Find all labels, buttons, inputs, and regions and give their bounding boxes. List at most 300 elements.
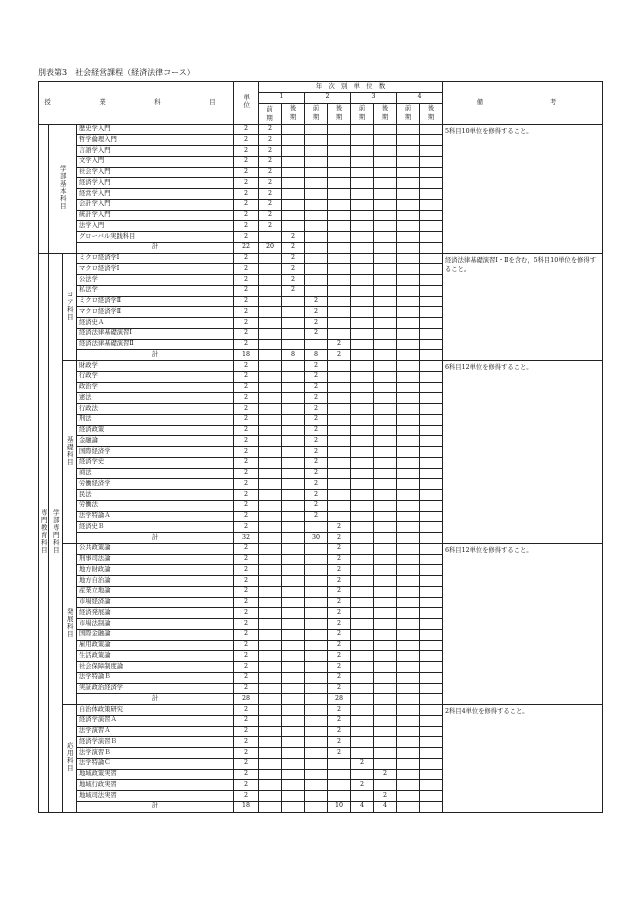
unit-cell: 2 xyxy=(234,447,259,458)
term-units-cell xyxy=(328,393,351,404)
term-units-cell xyxy=(259,554,282,565)
term-units-cell xyxy=(420,737,443,748)
term-units-cell xyxy=(282,307,305,318)
term-units-cell xyxy=(420,253,443,264)
term-units-cell xyxy=(328,404,351,415)
term-units-cell xyxy=(305,210,328,221)
subject-name: 経済学演習Ａ xyxy=(77,715,234,726)
term-units-cell: 2 xyxy=(259,156,282,167)
term-units-cell xyxy=(351,468,374,479)
subject-name: 金融論 xyxy=(77,436,234,447)
term-units-cell: 2 xyxy=(282,264,305,275)
subject-name: 地方財政論 xyxy=(77,565,234,576)
term-units-cell xyxy=(397,791,420,802)
term-units-cell xyxy=(282,146,305,157)
subject-name: 憲法 xyxy=(77,393,234,404)
subtotal-units: 18 xyxy=(234,350,259,361)
unit-cell: 2 xyxy=(234,167,259,178)
subtotal-term-units xyxy=(397,801,420,812)
term-units-cell: 2 xyxy=(328,586,351,597)
term-units-cell xyxy=(282,543,305,554)
term-header: 前期 xyxy=(397,103,420,124)
group-label-kiso-text: 基礎科目 xyxy=(65,435,74,466)
term-units-cell xyxy=(397,457,420,468)
group-label-kiso xyxy=(63,361,77,544)
unit-cell: 2 xyxy=(234,748,259,759)
subject-name: 生活政策論 xyxy=(77,651,234,662)
term-units-cell xyxy=(397,414,420,425)
subtotal-term-units xyxy=(351,533,374,544)
term-units-cell xyxy=(305,554,328,565)
term-units-cell xyxy=(259,296,282,307)
subject-name: グローバル実践科目 xyxy=(77,232,234,243)
term-units-cell xyxy=(397,253,420,264)
term-units-cell xyxy=(282,178,305,189)
term-units-cell xyxy=(351,748,374,759)
unit-cell: 2 xyxy=(234,726,259,737)
term-units-cell xyxy=(351,651,374,662)
unit-cell: 2 xyxy=(234,543,259,554)
unit-cell: 2 xyxy=(234,715,259,726)
subject-name: ミクロ経済学Ⅰ xyxy=(77,253,234,264)
term-units-cell xyxy=(397,146,420,157)
term-units-cell xyxy=(259,318,282,329)
subject-name: 公共政策論 xyxy=(77,543,234,554)
term-units-cell xyxy=(351,296,374,307)
term-units-cell xyxy=(282,726,305,737)
term-units-cell xyxy=(420,339,443,350)
term-units-cell xyxy=(305,662,328,673)
term-units-cell xyxy=(420,608,443,619)
term-units-cell xyxy=(305,758,328,769)
term-units-cell xyxy=(259,511,282,522)
term-units-cell xyxy=(420,565,443,576)
term-units-cell xyxy=(328,146,351,157)
term-units-cell xyxy=(420,275,443,286)
term-units-cell xyxy=(374,457,397,468)
subject-name: 法学演習Ｂ xyxy=(77,748,234,759)
term-units-cell xyxy=(282,199,305,210)
term-units-cell xyxy=(351,156,374,167)
subtotal-term-units: 30 xyxy=(305,533,328,544)
term-units-cell xyxy=(397,490,420,501)
subtotal-term-units xyxy=(259,801,282,812)
subject-name: 経済史Ａ xyxy=(77,318,234,329)
term-units-cell xyxy=(351,382,374,393)
term-units-cell xyxy=(259,791,282,802)
term-units-cell xyxy=(420,210,443,221)
term-units-cell: 2 xyxy=(305,371,328,382)
subtotal-term-units xyxy=(420,350,443,361)
subtotal-term-units xyxy=(397,694,420,705)
term-units-cell xyxy=(420,705,443,716)
term-units-cell xyxy=(259,490,282,501)
term-units-cell xyxy=(305,619,328,630)
term-units-cell xyxy=(420,500,443,511)
subject-name: 行政学 xyxy=(77,371,234,382)
term-units-cell xyxy=(420,436,443,447)
term-units-cell xyxy=(282,189,305,200)
term-units-cell xyxy=(397,124,420,135)
term-units-cell: 2 xyxy=(282,275,305,286)
term-units-cell xyxy=(420,672,443,683)
term-units-cell xyxy=(397,425,420,436)
group-label-ouyou-text: 応用科目 xyxy=(65,742,74,773)
term-units-cell: 2 xyxy=(259,178,282,189)
term-units-cell xyxy=(374,619,397,630)
term-units-cell: 2 xyxy=(328,640,351,651)
term-units-cell xyxy=(328,221,351,232)
unit-cell: 2 xyxy=(234,221,259,232)
unit-cell: 2 xyxy=(234,156,259,167)
term-units-cell xyxy=(420,264,443,275)
term-units-cell xyxy=(374,264,397,275)
term-units-cell: 2 xyxy=(259,189,282,200)
term-units-cell xyxy=(374,511,397,522)
term-units-cell xyxy=(305,167,328,178)
term-units-cell: 2 xyxy=(282,253,305,264)
subject-name: 経済発展論 xyxy=(77,608,234,619)
term-units-cell xyxy=(351,629,374,640)
subject-name: 哲学倫理入門 xyxy=(77,135,234,146)
subject-name: 法学入門 xyxy=(77,221,234,232)
term-units-cell: 2 xyxy=(282,285,305,296)
term-units-cell xyxy=(259,619,282,630)
term-units-cell xyxy=(420,479,443,490)
term-units-cell xyxy=(351,189,374,200)
term-units-cell xyxy=(420,296,443,307)
term-units-cell xyxy=(328,328,351,339)
term-units-cell xyxy=(328,285,351,296)
group-label-ouyou xyxy=(63,705,77,813)
term-units-cell xyxy=(397,232,420,243)
term-units-cell: 2 xyxy=(328,339,351,350)
term-units-cell: 2 xyxy=(351,758,374,769)
unit-cell: 2 xyxy=(234,339,259,350)
term-units-cell xyxy=(374,393,397,404)
term-units-cell xyxy=(420,393,443,404)
subject-name: 実証政治経済学 xyxy=(77,683,234,694)
subject-header: 授 業 科 目 xyxy=(39,82,234,125)
subtotal-term-units xyxy=(420,801,443,812)
table-row xyxy=(39,705,603,716)
subject-name: 地域政策実習 xyxy=(77,769,234,780)
group-label-hatten xyxy=(63,543,77,704)
term-units-cell xyxy=(397,511,420,522)
unit-cell: 2 xyxy=(234,404,259,415)
subject-name: 経済学史 xyxy=(77,457,234,468)
term-units-cell xyxy=(351,447,374,458)
term-units-cell xyxy=(420,425,443,436)
term-units-cell xyxy=(328,479,351,490)
term-units-cell xyxy=(328,361,351,372)
term-units-cell xyxy=(374,565,397,576)
subject-name: 地域行政実習 xyxy=(77,780,234,791)
term-units-cell xyxy=(305,791,328,802)
term-units-cell xyxy=(282,565,305,576)
term-units-cell xyxy=(374,425,397,436)
subject-name: 財政学 xyxy=(77,361,234,372)
term-header: 後期 xyxy=(282,103,305,124)
unit-cell: 2 xyxy=(234,619,259,630)
year-1-header: 1 xyxy=(259,92,305,103)
unit-cell: 2 xyxy=(234,436,259,447)
term-units-cell xyxy=(374,543,397,554)
unit-cell: 2 xyxy=(234,275,259,286)
term-units-cell xyxy=(259,447,282,458)
term-units-cell xyxy=(282,586,305,597)
term-units-cell xyxy=(282,758,305,769)
term-units-cell xyxy=(351,307,374,318)
term-units-cell xyxy=(351,285,374,296)
term-units-cell xyxy=(420,748,443,759)
term-units-cell xyxy=(351,404,374,415)
term-units-cell xyxy=(282,737,305,748)
term-units-cell xyxy=(282,339,305,350)
subtotal-term-units: 8 xyxy=(305,350,328,361)
term-units-cell xyxy=(374,758,397,769)
term-units-cell xyxy=(282,328,305,339)
group-label-senmon-text: 専門教育科目 xyxy=(39,508,48,554)
subject-name: 商法 xyxy=(77,468,234,479)
term-units-cell xyxy=(397,619,420,630)
term-units-cell xyxy=(259,264,282,275)
term-units-cell xyxy=(351,490,374,501)
unit-cell: 2 xyxy=(234,629,259,640)
subtotal-term-units: 2 xyxy=(328,350,351,361)
term-units-cell xyxy=(397,382,420,393)
term-units-cell xyxy=(374,382,397,393)
subject-name: 歴史学入門 xyxy=(77,124,234,135)
subject-name: 国際経済学 xyxy=(77,447,234,458)
term-units-cell xyxy=(351,705,374,716)
unit-cell: 2 xyxy=(234,500,259,511)
subtotal-term-units: 4 xyxy=(351,801,374,812)
subject-name: 法学特論Ｂ xyxy=(77,672,234,683)
term-units-cell xyxy=(305,189,328,200)
term-units-cell xyxy=(420,124,443,135)
unit-cell: 2 xyxy=(234,586,259,597)
term-units-cell xyxy=(351,791,374,802)
term-units-cell xyxy=(374,468,397,479)
subtotal-term-units xyxy=(282,801,305,812)
term-units-cell xyxy=(397,683,420,694)
unit-cell: 2 xyxy=(234,651,259,662)
group-label-gakubu-kiso-text: 学部基本科目 xyxy=(58,164,67,210)
term-units-cell xyxy=(328,275,351,286)
term-units-cell xyxy=(397,522,420,533)
term-units-cell xyxy=(259,608,282,619)
term-units-cell xyxy=(374,307,397,318)
year-4-header: 4 xyxy=(397,92,443,103)
subject-name: マクロ経済学Ⅱ xyxy=(77,307,234,318)
term-units-cell xyxy=(374,479,397,490)
term-units-cell xyxy=(397,758,420,769)
term-units-cell: 2 xyxy=(305,393,328,404)
term-units-cell xyxy=(328,253,351,264)
term-units-cell xyxy=(420,318,443,329)
term-units-cell xyxy=(282,672,305,683)
curriculum-table xyxy=(38,81,603,813)
term-units-cell xyxy=(328,124,351,135)
term-units-cell xyxy=(351,339,374,350)
term-units-cell xyxy=(397,500,420,511)
term-units-cell: 2 xyxy=(328,608,351,619)
blank-cell xyxy=(39,124,49,253)
term-units-cell xyxy=(397,576,420,587)
term-units-cell xyxy=(374,683,397,694)
term-units-cell xyxy=(282,651,305,662)
term-units-cell: 2 xyxy=(328,726,351,737)
term-units-cell xyxy=(305,726,328,737)
term-units-cell xyxy=(420,683,443,694)
term-units-cell xyxy=(305,629,328,640)
term-header: 後期 xyxy=(374,103,397,124)
term-units-cell xyxy=(305,221,328,232)
subject-name: 法学特論Ａ xyxy=(77,511,234,522)
term-units-cell xyxy=(259,715,282,726)
term-units-cell xyxy=(374,318,397,329)
subtotal-label: 計 xyxy=(77,694,234,705)
term-units-cell: 2 xyxy=(305,361,328,372)
term-units-cell xyxy=(351,726,374,737)
subtotal-term-units xyxy=(374,350,397,361)
term-units-cell xyxy=(397,769,420,780)
subject-name: 国際金融論 xyxy=(77,629,234,640)
term-units-cell xyxy=(305,285,328,296)
group-label-senmon xyxy=(39,253,49,812)
term-units-cell xyxy=(397,199,420,210)
year-3-header: 3 xyxy=(351,92,397,103)
term-units-cell: 2 xyxy=(351,780,374,791)
subject-name: 私法学 xyxy=(77,285,234,296)
subtotal-term-units xyxy=(305,242,328,253)
term-units-cell xyxy=(397,210,420,221)
unit-cell: 2 xyxy=(234,468,259,479)
term-units-cell xyxy=(420,554,443,565)
term-units-cell xyxy=(305,543,328,554)
term-units-cell xyxy=(351,135,374,146)
subject-name: マクロ経済学Ⅰ xyxy=(77,264,234,275)
term-units-cell xyxy=(351,554,374,565)
subtotal-term-units xyxy=(397,242,420,253)
subtotal-term-units: 2 xyxy=(328,533,351,544)
term-units-cell xyxy=(374,253,397,264)
term-units-cell xyxy=(351,361,374,372)
term-units-cell xyxy=(282,404,305,415)
subtotal-term-units: 8 xyxy=(282,350,305,361)
term-units-cell: 2 xyxy=(305,414,328,425)
term-units-cell xyxy=(397,404,420,415)
term-units-cell: 2 xyxy=(328,565,351,576)
term-units-cell xyxy=(397,156,420,167)
term-units-cell xyxy=(420,651,443,662)
term-units-cell xyxy=(259,361,282,372)
term-units-cell xyxy=(351,318,374,329)
unit-cell: 2 xyxy=(234,791,259,802)
term-units-cell xyxy=(351,619,374,630)
term-units-cell xyxy=(282,640,305,651)
term-units-cell: 2 xyxy=(328,662,351,673)
term-units-cell xyxy=(328,210,351,221)
term-units-cell xyxy=(374,447,397,458)
term-units-cell xyxy=(420,640,443,651)
term-units-cell xyxy=(374,199,397,210)
term-header: 後期 xyxy=(328,103,351,124)
term-units-cell xyxy=(259,253,282,264)
term-units-cell xyxy=(351,608,374,619)
term-units-cell xyxy=(328,758,351,769)
term-units-cell xyxy=(305,146,328,157)
term-units-cell xyxy=(420,629,443,640)
term-units-cell xyxy=(420,328,443,339)
subject-name: 産業立地論 xyxy=(77,586,234,597)
term-units-cell xyxy=(420,769,443,780)
term-units-cell xyxy=(351,199,374,210)
term-units-cell xyxy=(305,737,328,748)
term-units-cell xyxy=(420,576,443,587)
term-units-cell xyxy=(351,479,374,490)
term-units-cell xyxy=(397,737,420,748)
term-units-cell xyxy=(351,457,374,468)
term-units-cell xyxy=(420,457,443,468)
term-units-cell xyxy=(351,640,374,651)
subtotal-term-units xyxy=(351,350,374,361)
term-units-cell xyxy=(351,737,374,748)
term-units-cell xyxy=(374,328,397,339)
term-units-cell xyxy=(282,791,305,802)
subject-name: 経済史Ｂ xyxy=(77,522,234,533)
unit-cell: 2 xyxy=(234,382,259,393)
unit-cell: 2 xyxy=(234,124,259,135)
term-units-cell xyxy=(420,361,443,372)
term-units-cell xyxy=(397,554,420,565)
term-units-cell xyxy=(282,361,305,372)
term-units-cell xyxy=(374,651,397,662)
subtotal-term-units xyxy=(328,242,351,253)
term-units-cell: 2 xyxy=(328,554,351,565)
term-units-cell xyxy=(328,318,351,329)
term-units-cell: 2 xyxy=(259,199,282,210)
term-units-cell: 2 xyxy=(259,221,282,232)
unit-cell: 2 xyxy=(234,232,259,243)
term-units-cell xyxy=(420,726,443,737)
term-units-cell xyxy=(282,511,305,522)
term-units-cell xyxy=(259,414,282,425)
term-units-cell xyxy=(351,414,374,425)
term-units-cell xyxy=(397,436,420,447)
term-units-cell xyxy=(259,748,282,759)
term-units-cell: 2 xyxy=(328,629,351,640)
remarks-cell: 6科目12単位を修得すること。 xyxy=(443,361,603,544)
unit-cell: 2 xyxy=(234,576,259,587)
term-units-cell: 2 xyxy=(305,436,328,447)
term-units-cell xyxy=(282,135,305,146)
unit-cell: 2 xyxy=(234,135,259,146)
term-units-cell xyxy=(351,275,374,286)
term-units-cell xyxy=(351,393,374,404)
term-units-cell xyxy=(351,371,374,382)
subject-name: 法学特論Ｃ xyxy=(77,758,234,769)
term-units-cell xyxy=(282,318,305,329)
term-units-cell xyxy=(282,156,305,167)
term-units-cell xyxy=(282,490,305,501)
unit-cell: 2 xyxy=(234,640,259,651)
subtotal-term-units: 4 xyxy=(374,801,397,812)
unit-cell: 2 xyxy=(234,425,259,436)
term-units-cell xyxy=(397,285,420,296)
term-units-cell xyxy=(420,307,443,318)
